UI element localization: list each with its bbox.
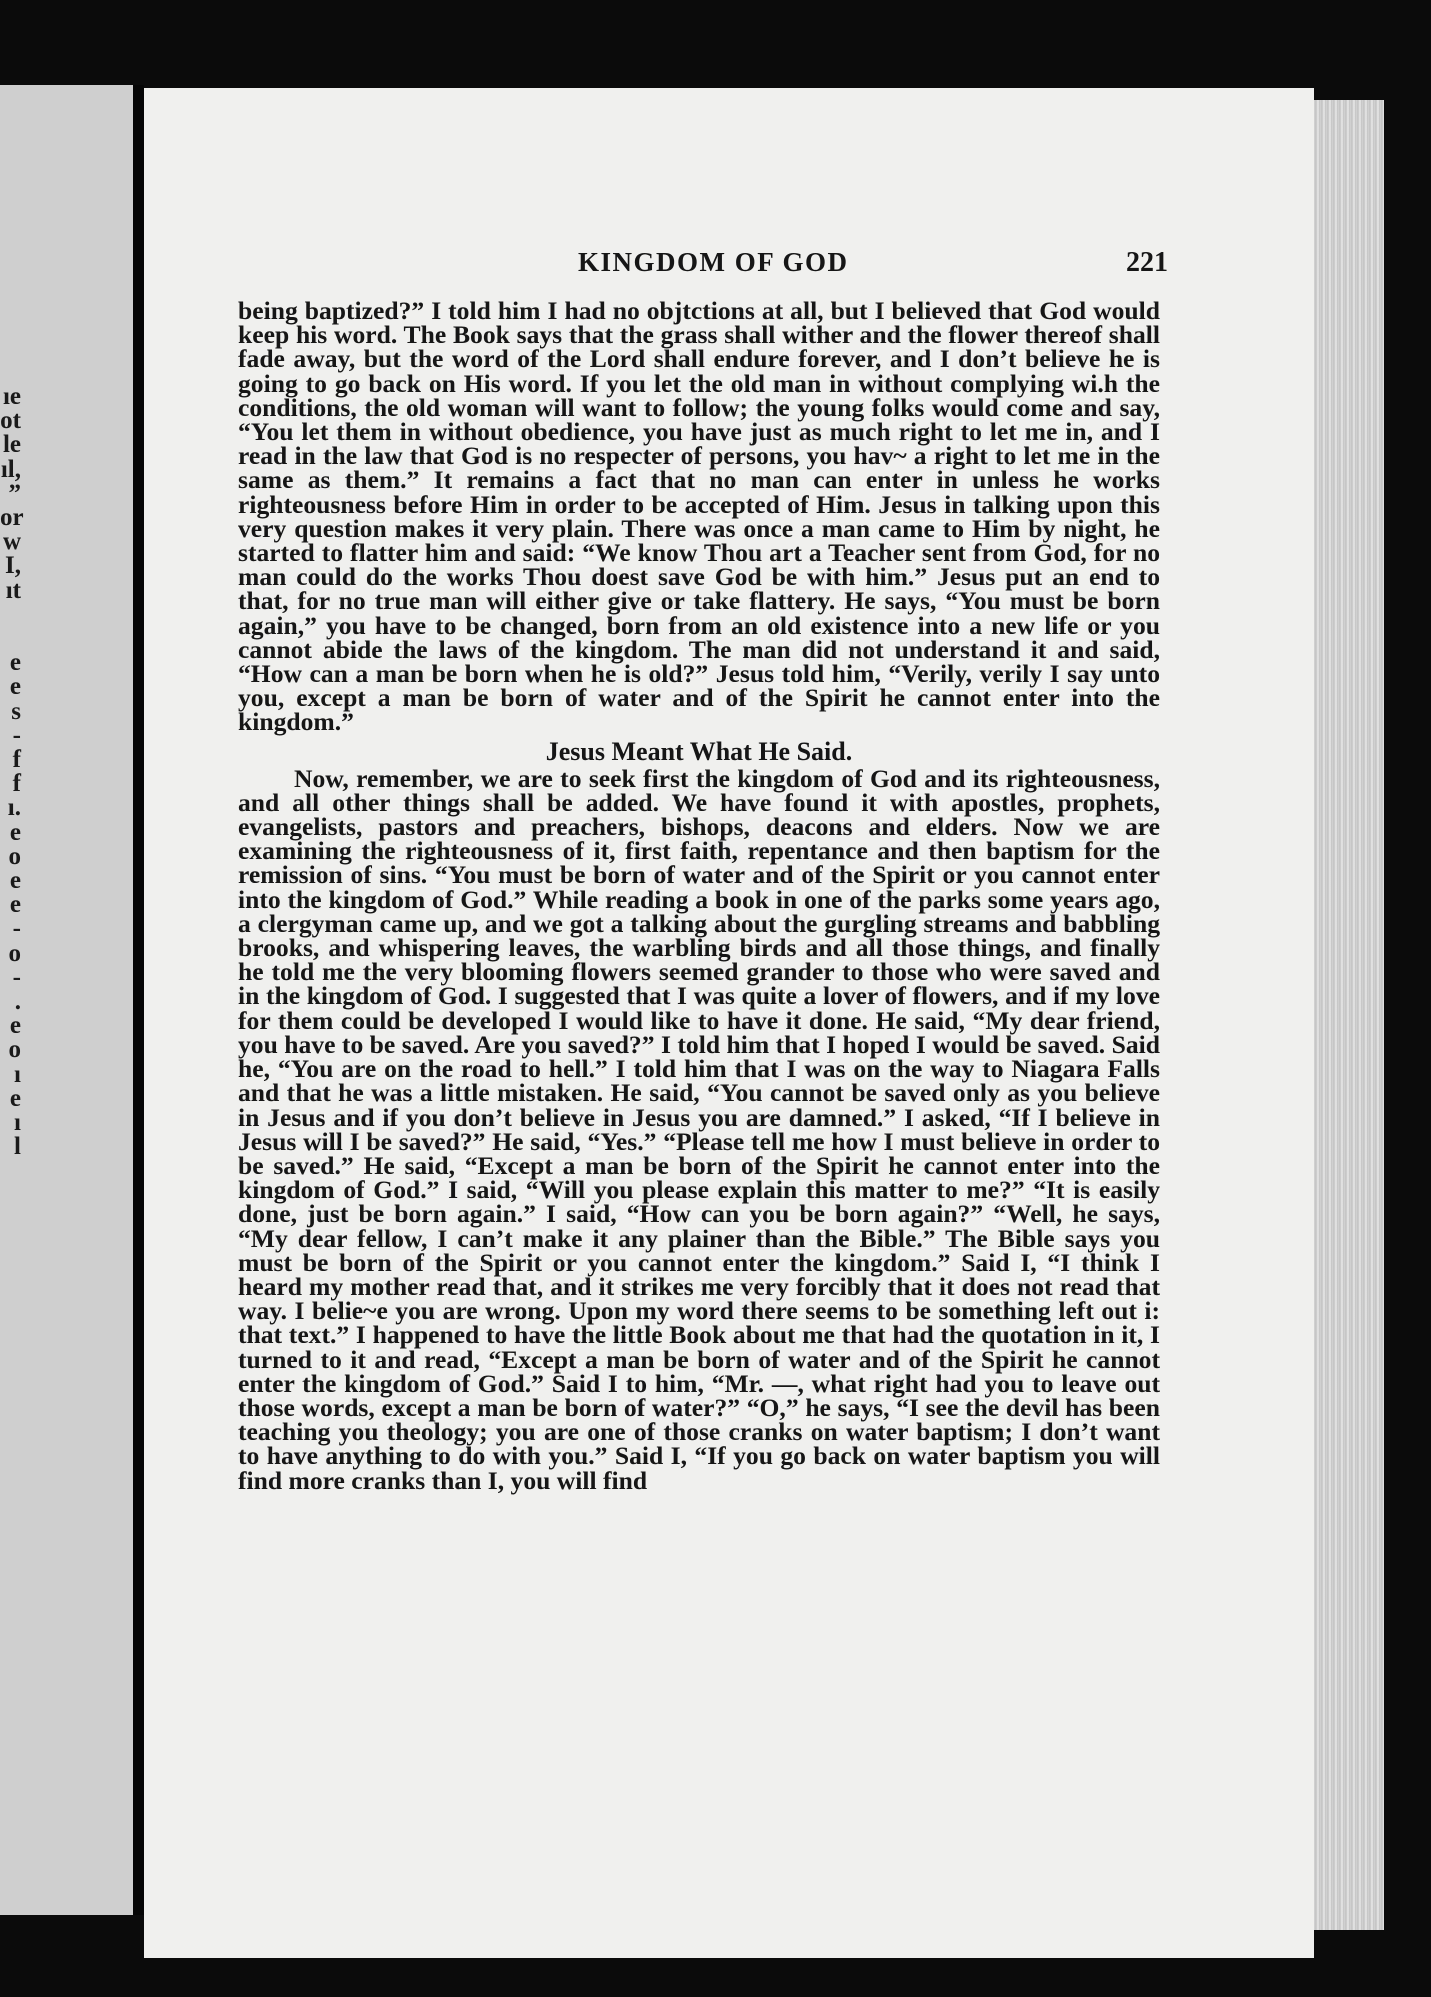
left-page-fragment: ıe (2, 383, 21, 410)
page-number: 221 (1126, 247, 1168, 278)
left-page-fragment: or (0, 504, 24, 532)
left-page-fragment: f (12, 746, 21, 774)
left-page-fragment: e (9, 891, 21, 919)
left-page-fragment: ı (14, 1109, 21, 1137)
left-page-fragment: ıl, (0, 455, 21, 483)
left-page-fragment: ıt (5, 576, 21, 604)
left-page-fragment: - (12, 915, 21, 943)
left-page-fragment: e (9, 649, 21, 677)
left-page-fragment: e (9, 867, 21, 895)
left-page-fragment: o (8, 939, 21, 967)
left-page-fragment: - (12, 963, 21, 991)
left-page-fragment (0, 603, 133, 627)
left-page-fragment: ı. (7, 794, 21, 822)
left-page-fragment: le (2, 431, 21, 459)
left-page-fragment: . (14, 988, 21, 1016)
left-page-fragment: ot (0, 407, 21, 435)
left-page-fragment: o (8, 842, 21, 870)
section-heading: Jesus Meant What He Said. (545, 736, 853, 766)
paragraph-1: being baptized?” I told him I had no objtctions at all, but I believed that God would keep his word. The Book says that the grass shall wither and the flower thereof shall fade away, but the word of the Lord shall endure forever, and I don’t believe he is going to go back on His word. If you let the old man in without complying wi.h the conditions, the old woman will want to follow; the young folks would come and say, “You let them in without obedience, you have just as much right to let me in, and I read in the law that God is no respecter of persons, you hav~ a right to let me in the same as them.” It remains a fact that no man can enter in unless he works righteousness before Him in order to be accepted of Him. Jesus in talking upon this very question makes it very plain. There was once a man came to Him by night, he started to flatter him and said: “We know Thou art a Teacher sent from God, for no man could do the works Thou doest save God be with him.” Jesus put an end to that, for no true man will either give or take flattery. He says, “You must be born again,” you have to be changed, born from an old existence into a new life or you cannot abide the laws of the kingdom. The man did not understand it and said, “How can a man be born when he is old?” Jesus told him, “Verily, verily I say unto you, except a man be born of water and of the Spirit he cannot enter into the kingdom.” (238, 296, 1160, 737)
page-edges (1314, 100, 1384, 1930)
left-page-fragment: e (9, 1012, 21, 1040)
paragraph-2: Now, remember, we are to seek first the kingdom of God and its righteousness, and all other things shall be added. We have found it with apostles, prophets, evangelists, pastors and preachers, bishops, deacons and elders. Now we are examining the righteousness of it, first faith, repentance and then baptism for the remission of sins. “You must be born of water and of the Spirit or you cannot enter into the kingdom of God.” While reading a book in one of the parks some years ago, a clergyman came up, and we got a talking about the gurgling streams and babbling brooks, and whispering leaves, the warbling birds and all those things, and finally he told me the very blooming flowers seemed grander to those who were saved and in the kingdom of God. I suggested that I was quite a lover of flowers, and if my love for them could be developed I would like to have it done. He said, “My dear friend, you have to be saved. Are you saved?” I told him that I hoped I would be saved. Said he, “You are on the road to hell.” I told him that I was on the way to Niagara Falls and that he was a little mistaken. He said, “You cannot be saved only as you believe in Jesus and if you don’t believe in Jesus you are damned.” I asked, “If I believe in Jesus will I be saved?” He said, “Yes.” “Please tell me how I must believe in order to be saved.” He said, “Except a man be born of the Spirit he cannot enter into the kingdom of God.” I said, “Will you please explain this matter to me?” “It is easily done, just be born again.” I said, “How can you be born again?” “Well, he says, “My dear fellow, I can’t make it any plainer than the Bible.” The Bible says you must be born of the Spirit or you cannot enter the kingdom.” Said I, “I think I heard my mother read that, and it strikes me very forcibly that it does not read that way. I belie~e you are wrong. Upon my word there seems to be something left out i: that text.” I happened to have the little Book about me that had the quotation in it, I turned to it and read, “Except a man be born of water and of the Spirit he cannot enter the kingdom of God.” Said I to him, “Mr. —, what right had you to leave out those words, except a man be born of water?” “O,” he says, “I see the devil has been teaching you theology; you are one of those cranks on water baptism; I don’t want to have anything to do with you.” Said I, “If you go back on water baptism you will find more cranks than I, you will find (238, 763, 1160, 1495)
left-page-fragment (0, 627, 133, 651)
running-head-title: KINGDOM OF GOD (578, 247, 849, 277)
left-page-fragment: o (8, 1036, 21, 1064)
left-page-fragment: e (9, 673, 21, 701)
body-text (238, 296, 1160, 1495)
left-page-fragment: - (12, 721, 21, 749)
book-gutter (133, 85, 144, 1915)
left-facing-page (0, 85, 133, 1915)
left-page-fragment: e (9, 1084, 21, 1112)
left-page-fragment: f (12, 770, 21, 798)
left-page-fragment: ” (8, 479, 21, 507)
left-page-fragment: s (11, 697, 21, 725)
left-page-fragment: e (9, 818, 21, 846)
left-page-fragment: w (2, 528, 21, 556)
left-page-text-fragments (0, 385, 133, 1160)
left-page-fragment: I, (5, 552, 21, 580)
left-page-fragment: ı (14, 1060, 21, 1088)
left-page-fragment: l (14, 1133, 21, 1161)
